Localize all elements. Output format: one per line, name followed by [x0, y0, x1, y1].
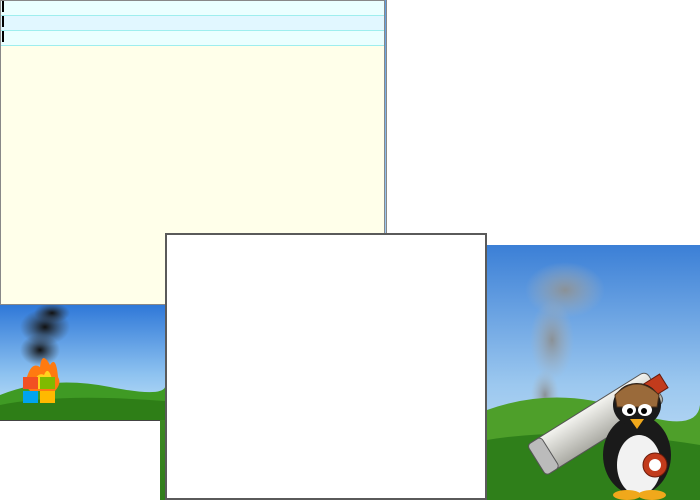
lines-test-window[interactable] — [165, 233, 487, 500]
acme-column-tag[interactable] — [1, 16, 384, 31]
logo-red-pane — [23, 377, 38, 389]
lines-test-canvas — [167, 235, 485, 498]
paper-window[interactable] — [386, 0, 700, 245]
tag-cursor — [2, 1, 4, 12]
logo-yellow-pane — [40, 391, 55, 403]
penguin-wallpaper-image — [487, 245, 700, 500]
tag-cursor — [2, 16, 4, 27]
acme-main-tag[interactable] — [1, 1, 384, 16]
tag-cursor — [2, 31, 4, 42]
terminal-window[interactable] — [0, 420, 160, 500]
penguin-art — [487, 245, 700, 500]
acme-text-body[interactable] — [1, 46, 384, 48]
burning-windows-art — [0, 305, 165, 420]
burning-windows-image — [0, 305, 165, 420]
logo-blue-pane — [23, 391, 38, 403]
logo-green-pane — [40, 377, 55, 389]
acme-window-tag[interactable] — [1, 31, 384, 46]
